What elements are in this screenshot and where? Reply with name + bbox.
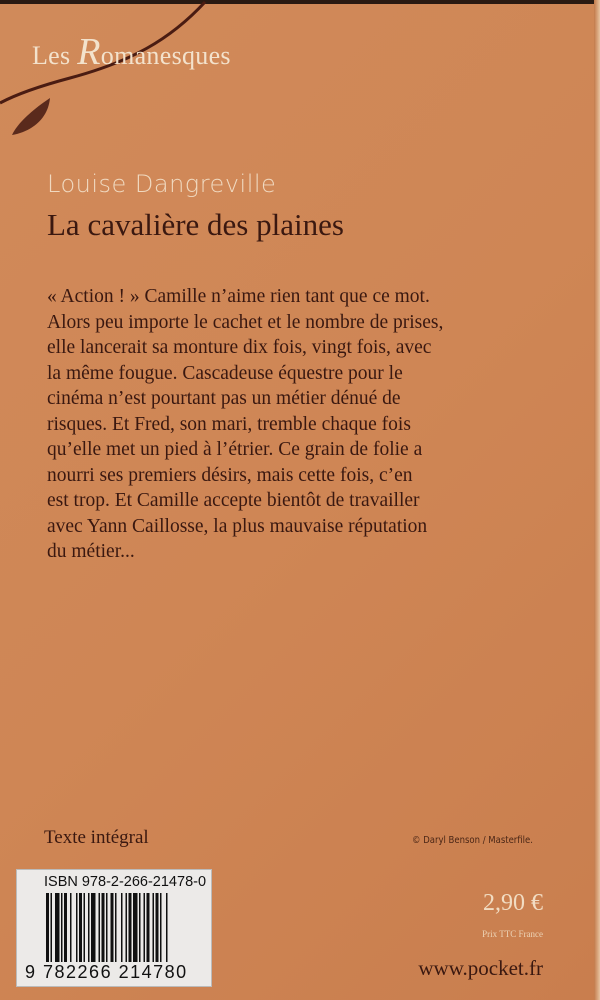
photo-credit: © Daryl Benson / Masterfile. <box>412 835 533 846</box>
blurb-line: avec Yann Caillosse, la plus mauvaise réputation <box>47 515 428 537</box>
blurb-line: « Action ! » Camille n’aime rien tant que ce mot. <box>47 286 430 307</box>
blurb-line: est trop. Et Camille accepte bientôt de travailler <box>47 490 420 511</box>
blurb-line: risques. Et Fred, son mari, tremble chaque fois <box>47 413 411 435</box>
blurb-line: la même fougue. Cascadeuse équestre pour le <box>47 362 403 384</box>
blurb-line: nourri ses premiers désirs, mais cette fois, c’en <box>47 464 413 486</box>
book-edge <box>594 0 600 1000</box>
blurb-line: du métier... <box>47 541 135 562</box>
isbn-barcode-box <box>16 869 212 987</box>
blurb-line: qu’elle met un pied à l’étrier. Ce grain de folie a <box>47 439 423 460</box>
publisher-website: www.pocket.fr <box>418 956 543 980</box>
barcode-number: 9 782266 214780 <box>25 962 188 982</box>
price-label: Prix TTC France <box>482 929 543 939</box>
edition-label: Texte intégral <box>44 827 149 848</box>
series-logo: Les Romanesques <box>32 31 231 73</box>
isbn-text: ISBN 978-2-266-21478-0 <box>44 874 207 890</box>
book-title: La cavalière des plaines <box>47 207 344 242</box>
blurb-line: cinéma n’est pourtant pas un métier dénué de <box>47 388 401 409</box>
author-name: Louise Dangreville <box>47 170 277 198</box>
blurb-line: Alors peu importe le cachet et le nombre de prises, <box>47 311 444 333</box>
blurb-line: elle lancerait sa monture dix fois, vingt fois, avec <box>47 337 432 358</box>
blurb-text <box>47 284 587 565</box>
barcode-icon <box>46 893 206 973</box>
price: 2,90 € <box>483 890 543 916</box>
